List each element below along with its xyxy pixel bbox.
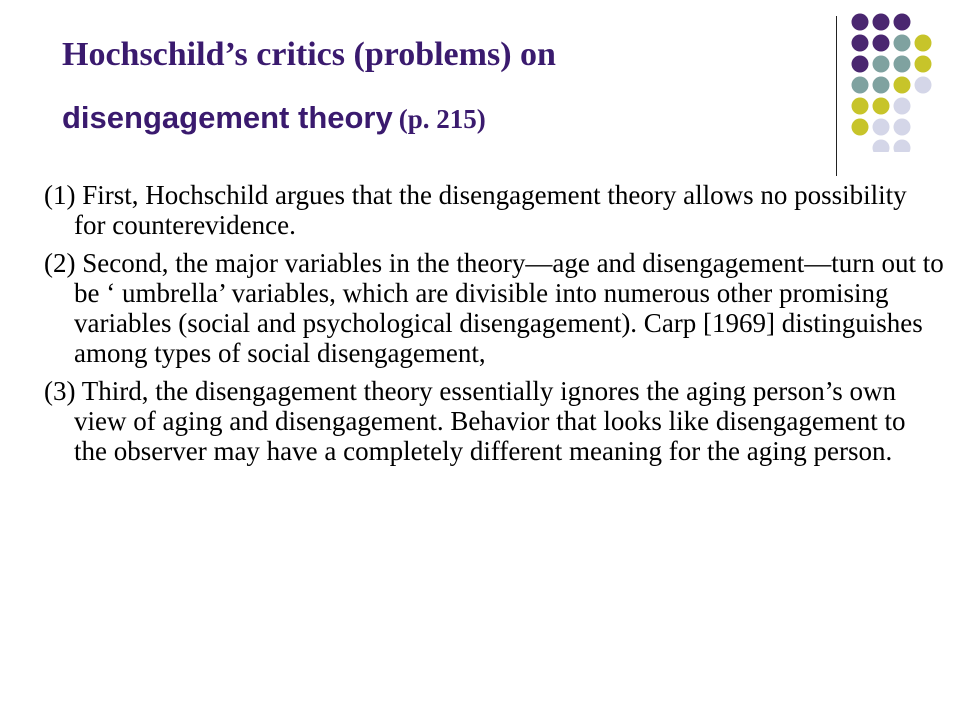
dot-purple	[873, 35, 890, 52]
dot-purple	[852, 56, 869, 73]
dot-lavender	[873, 140, 890, 153]
dot-olive	[873, 98, 890, 115]
slide-title-line1: Hochschild’s critics (problems) on	[62, 36, 556, 73]
dot-olive	[894, 77, 911, 94]
dot-teal	[873, 77, 890, 94]
dot-lavender	[894, 140, 911, 153]
dot-purple	[894, 14, 911, 31]
dot-lavender	[894, 98, 911, 115]
dot-lavender	[873, 119, 890, 136]
dot-lavender	[915, 77, 932, 94]
dot-teal	[894, 56, 911, 73]
dot-purple	[852, 35, 869, 52]
dot-teal	[894, 35, 911, 52]
dot-olive	[915, 35, 932, 52]
slide-title-page-ref: (p. 215)	[398, 104, 486, 134]
dot-purple	[873, 14, 890, 31]
body-paragraph-3: (3) Third, the disengagement theory essentially ignores the aging person’s own view of aging and disengagement. Behavior that looks like disengagement to the observer may have a completely different meaning for the aging person.	[44, 376, 906, 466]
body-paragraph-2: (2) Second, the major variables in the theory—age and disengagement—turn out to be ‘ umbrella’ variables, which are divisible into numerous other promising variables (social and psychological disengagement). Carp [1969] distinguishes among types of social disengagement,	[44, 248, 944, 368]
dot-teal	[873, 56, 890, 73]
dot-lavender	[894, 119, 911, 136]
slide-title-main: disengagement theory	[62, 100, 393, 135]
dot-olive	[915, 56, 932, 73]
dot-teal	[852, 77, 869, 94]
decorative-dot-grid	[850, 12, 950, 152]
divider-line	[836, 16, 837, 176]
dot-purple	[852, 14, 869, 31]
dot-olive	[852, 98, 869, 115]
slide-body	[44, 180, 944, 474]
slide-title-line2	[62, 100, 486, 136]
body-paragraph-1: (1) First, Hochschild argues that the disengagement theory allows no possibility for counterevidence.	[44, 180, 907, 240]
dot-olive	[852, 119, 869, 136]
